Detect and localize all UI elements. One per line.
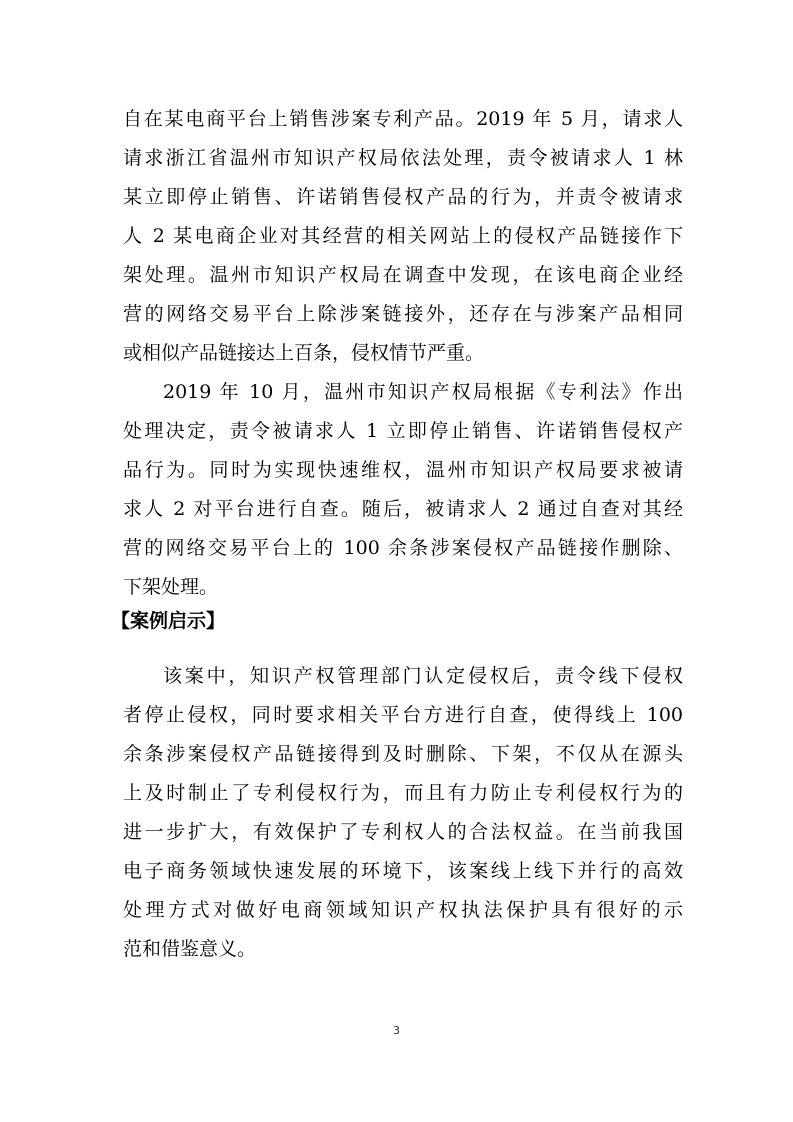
paragraph-1-line-2: 请求浙江省温州市知识产权局依法处理，责令被请求人 1 林: [123, 147, 683, 169]
paragraph-3-line-7: 处理方式对做好电商领域知识产权执法保护具有很好的示: [123, 899, 683, 921]
paragraph-2-line-3: 品行为。同时为实现快速维权，温州市知识产权局要求被请: [123, 459, 683, 481]
section-heading: 【案例启示】: [111, 610, 226, 632]
paragraph-3-line-3: 余条涉案侵权产品链接得到及时删除、下架，不仅从在源头: [123, 743, 683, 765]
paragraph-2-line-1: 2019 年 10 月，温州市知识产权局根据《专利法》作出: [163, 381, 683, 403]
paragraph-2-line-2: 处理决定，责令被请求人 1 立即停止销售、许诺销售侵权产: [123, 420, 683, 442]
paragraph-2-line-5: 营的网络交易平台上的 100 余条涉案侵权产品链接作删除、: [123, 537, 683, 559]
paragraph-3-line-8: 范和借鉴意义。: [123, 938, 257, 960]
paragraph-1-line-1: 自在某电商平台上销售涉案专利产品。2019 年 5 月，请求人: [123, 108, 683, 130]
paragraph-1-line-4: 人 2 某电商企业对其经营的相关网站上的侵权产品链接作下: [123, 225, 683, 247]
paragraph-1-line-5: 架处理。温州市知识产权局在调查中发现，在该电商企业经: [123, 264, 683, 286]
paragraph-2-line-6: 下架处理。: [123, 576, 219, 598]
paragraph-3-line-4: 上及时制止了专利侵权行为，而且有力防止专利侵权行为的: [123, 782, 683, 804]
page-number: 3: [393, 1024, 400, 1037]
paragraph-1-line-3: 某立即停止销售、许诺销售侵权产品的行为，并责令被请求: [123, 186, 683, 208]
paragraph-1-line-7: 或相似产品链接达上百条，侵权情节严重。: [123, 342, 485, 364]
paragraph-3-line-5: 进一步扩大，有效保护了专利权人的合法权益。在当前我国: [123, 821, 683, 843]
paragraph-3-line-2: 者停止侵权，同时要求相关平台方进行自查，使得线上 100: [123, 704, 683, 726]
paragraph-2-line-4: 求人 2 对平台进行自查。随后，被请求人 2 通过自查对其经: [123, 498, 683, 520]
paragraph-1-line-6: 营的网络交易平台上除涉案链接外，还存在与涉案产品相同: [123, 303, 683, 325]
paragraph-3-line-1: 该案中，知识产权管理部门认定侵权后，责令线下侵权: [163, 665, 683, 687]
paragraph-3-line-6: 电子商务领域快速发展的环境下，该案线上线下并行的高效: [123, 860, 683, 882]
